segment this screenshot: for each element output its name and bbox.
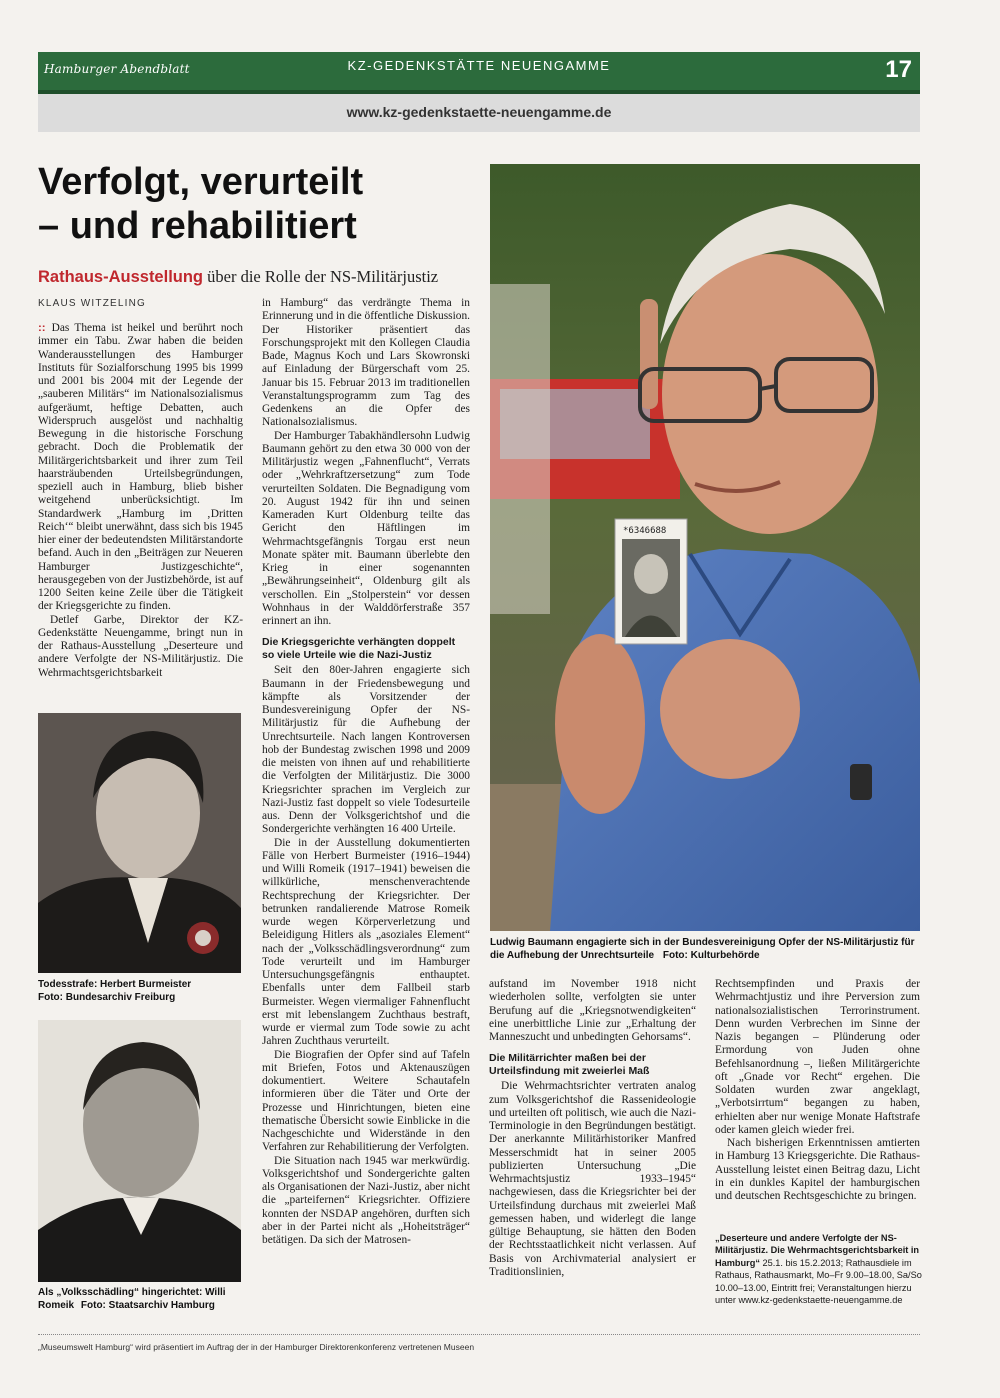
section-title: KZ-GEDENKSTÄTTE NEUENGAMME [347, 58, 611, 73]
burmeister-portrait [38, 713, 241, 973]
headline-line-2: – und rehabilitiert [38, 205, 357, 247]
photo-credit: Foto: Bundesarchiv Freiburg [38, 992, 176, 1003]
caption-text: Als „Volksschädling“ hingerichtet: Willi Romeik [38, 1287, 226, 1311]
footer-note: „Museumswelt Hamburg“ wird präsentiert im Auftrag der in der Hamburger Direktorenkonferenz vertretenen Museen [38, 1342, 475, 1352]
paragraph: Die Situation nach 1945 war merkwürdig. Volksgerichtshof und Sondergerichte galten als Organisationen der Nazi-Justiz, aber nicht die „parteifernen“ Kriegsrichter. Offiziere konnten der NSDAP angehören, durften sich aber in der Partei nicht als „Hoheitsträger“ betätigen. Da sich der Matrosen- [262, 1154, 470, 1246]
article-column-1 [38, 322, 243, 680]
article-start-marker: :: [38, 322, 46, 334]
footer-divider [38, 1334, 920, 1335]
article-column-4 [715, 978, 920, 1203]
paragraph: Die Biografien der Opfer sind auf Tafeln mit Briefen, Fotos und Aktenauszügen dokumentiert. Weitere Schautafeln informieren über die Täter und Orte der Prozesse und Hinrichtungen, bieten eine thematische Übersicht sowie Einblicke in die Nachgeschichte und Widerstände in den Verfahren zur Rehabilitierung der Verfolgten. [262, 1048, 470, 1154]
photo-credit: Foto: Staatsarchiv Hamburg [80, 1300, 215, 1311]
subhead-rest: über die Rolle der NS-Militärjustiz [203, 267, 439, 286]
paragraph: in Hamburg“ das verdrängte Thema in Erinnerung und in die öffentliche Diskussion. Der Historiker präsentiert das Forschungsprojekt mit den Kollegen Claudia Bade, Magnus Koch und Lars Skowronski auf Einladung der Bürgerschaft vom 25. Januar bis 15. Februar 2013 im traditionellen Veranstaltungsprogramm zum Tag des Gedenkens an die Opfer des Nationalsozialismus. [262, 297, 470, 429]
paragraph: Seit den 80er-Jahren engagierte sich Baumann in der Friedensbewegung und kämpfte als Vorsitzender der Bundesvereinigung Opfer der NS-Militärjustiz für die Aufhebung der Unrechtsurteile. Nach langen Kontroversen hob der Bundestag zwischen 1998 und 2009 die meisten von ihnen auf und rehabilitierte die Verfolgten der Militärjustiz. Die 3000 Kriegsrichter sprachen im Vergleich zur Nazi-Justiz fast doppelt so viele Todesurteile aus. Denn der Volksgerichtshof und die Sondergerichte verhängten 16 400 Urteile. [262, 664, 470, 836]
url-bar [38, 94, 920, 132]
caption-text: Todesstrafe: Herbert Burmeister [38, 979, 192, 990]
paragraph: Rechtsempfinden und Praxis der Wehrmachtjustiz und ihre Perversion zum nationalsozialistischen Terrorinstrument. Denn wurden Verbrechen im Sinne der Nazis begangen – Plünderung oder Ermordung von Juden ohne Befehlsanordnung –, ließen Militärgerichte oft „Gnade vor Recht“ ergehen. Die Soldaten wurden zwar angeklagt, „Verbotsirrtum“ begangen zu haben, erhielten aber nur wenige Monate Haftstrafe oder kamen gleich wieder frei. [715, 978, 920, 1136]
page-number: 17 [885, 56, 912, 83]
photo-herbert-burmeister [38, 713, 241, 973]
website-link[interactable]: www.kz-gedenkstaette-neuengamme.de [346, 104, 612, 120]
photo-credit: Foto: Kulturbehörde [662, 950, 760, 961]
article-column-3 [489, 978, 696, 1279]
romeik-caption [38, 1286, 248, 1312]
author-byline: KLAUS WITZELING [38, 298, 147, 309]
burmeister-caption [38, 978, 248, 1004]
photo-willi-romeik [38, 1020, 241, 1282]
intertitle: Die Kriegsgerichte verhängten doppelt so viele Urteile wie die Nazi-Justiz [262, 636, 456, 661]
intertitle: Die Militärrichter maßen bei der Urteilsfindung mit zweierlei Maß [489, 1052, 650, 1077]
paragraph: Nach bisherigen Erkenntnissen amtierten in Hamburg 13 Kriegsgerichte. Die Rathaus-Ausstellung leistet einen Beitrag dazu, Licht in ein dunkles Kapitel der hamburgischen und deutschen Rechtsgeschichte zu bringen. [715, 1137, 920, 1202]
headline-line-1: Verfolgt, verurteilt [38, 161, 364, 203]
section-header-bar [38, 52, 920, 94]
romeik-portrait [38, 1020, 241, 1282]
headline [38, 160, 478, 248]
paragraph: Die in der Ausstellung dokumentierten Fälle von Herbert Burmeister (1916–1944) und Willi Romeik (1917–1941) beweisen die willkürliche, menschenverachtende Rechtsprechung der Kriegsrichter. Der betrunken randalierende Matrose Romeik wurde wegen Körperverletzung und Beleidigung Hitlers als „asoziales Element“ nach der „Volksschädlingsverordnung“ zum Tode verurteilt und im Hamburger Untersuchungsgefängnis enthauptet. Ebenfalls unter dem Fallbeil starb Burmeister. Wegen viermaliger Fahnenflucht erst mit lebenslangem Zuchthaus bestraft, wurde er viermal zum Tode sowie zu acht Jahren Zuchthaus verurteilt. [262, 836, 470, 1048]
info-details: 25.1. bis 15.2.2013; Rathausdiele im Rathaus, Rathausmarkt, Mo–Fr 9.00–18.00, Sa/So 10.00–13.00, Eintritt frei; Veranstaltungen hierzu unter www.kz-gedenkstaette-neuengamme.de [715, 1257, 922, 1306]
paragraph: Die Wehrmachtsrichter vertraten analog zum Volksgerichtshof die Rassenideologie und urteilten oft politisch, wie auch die Nazi-Terminologie in den Begründungen bestätigt. Der anerkannte Militärhistoriker Manfred Messerschmidt hat in seiner 2005 publizierten Untersuchung „Die Wehrmachtsjustiz 1933–1945“ nachgewiesen, dass die Kriegsrichter bei der Urteilsfindung durchaus mit zweierlei Maß gemessen haben, und widerlegt die lange gültige Behauptung, sie hätten den Boden der Rechtsstaatlichkeit nicht verlassen. Auf Basis von Archivmaterial analysiert er Traditionslinien, [489, 1080, 696, 1278]
exhibition-info-box [715, 1232, 925, 1306]
portrait-illustration [490, 164, 920, 931]
info-title: „Deserteure und andere Verfolgte der NS-Militärjustiz. Die Wehrmachtsgerichtsbarkeit in Hamburg“ [715, 1233, 920, 1268]
caption-text: Ludwig Baumann engagierte sich in der Bundesvereinigung Opfer der NS-Militärjustiz für die Aufhebung der Unrechtsurteile [490, 937, 915, 961]
paragraph: Detlef Garbe, Direktor der KZ-Gedenkstätte Neuengamme, bringt nun in der Rathaus-Ausstellung „Deserteure und andere Verfolgte der NS-Militärjustiz. Die Wehrmachtsgerichtsbarkeit [38, 613, 243, 679]
paragraph: Der Hamburger Tabakhändlersohn Ludwig Baumann gehört zu den etwa 30 000 von der Militärjustiz wegen „Fahnenflucht“, Verrats oder „Wehrkraftzersetzung“ zum Tode verurteilten Soldaten. Die Begnadigung vom 20. August 1942 für ihn und seinen Kameraden Kurt Oldenburg teilte das Gericht den Häftlingen im Wehrmachtsgefängnis Torgau erst neun Monate später mit. Baumann überlebte den Krieg in einer sogenannten „Bewährungseinheit“, Oldenburg gilt als verschollen. Ein „Stolperstein“ vor dessen Wohnhaus in der Walddörferstraße 357 erinnert an ihn. [262, 429, 470, 627]
subhead-accent: Rathaus-Ausstellung [38, 268, 204, 286]
masthead-logo: Hamburger Abendblatt [44, 62, 190, 76]
held-photo-number: *6346688 [623, 526, 667, 536]
paragraph: :: Das Thema ist heikel und berührt noch immer ein Tabu. Zwar haben die beiden Wanderausstellungen des Hamburger Instituts für Sozialforschung 1995 bis 1999 und 2001 bis 2004 mit der Legende der „sauberen Militärs“ im Nationalsozialismus aufgeräumt, heftige Debatten, auch Widerspruch ausgelöst und nachhaltig Bewegung in die historische Forschung gebracht. Doch die Problematik der Militärgerichtsbarkeit und ihrer zum Teil haarsträubenden Urteilsbegründungen, speziell auch in Hamburg, blieb bisher weitgehend unberücksichtigt. Im Standardwerk „Hamburg im ‚Dritten Reich‘“ bleibt unerwähnt, dass sich bis 1945 hier einer der bedeutendsten Militärstandorte befand. Auch in den „Beiträgen zur Neueren Hamburger Justizgeschichte“, herausgegeben von der Justizbehörde, ist auf 1200 Seiten keine Zeile über die Tätigkeit der Kriegsgerichte zu finden. [38, 322, 243, 613]
main-photo-caption [490, 936, 920, 962]
main-photo-ludwig-baumann [490, 164, 920, 931]
article-column-2 [262, 297, 470, 1247]
subheadline [38, 267, 488, 287]
paragraph: aufstand im November 1918 nicht wiederholen sollte, verfolgten sie unter Berufung auf die „Kriegsnotwendigkeiten“ eine unerbittliche Linie zur „Erhaltung der Manneszucht und unbedingten Gehorsams“. [489, 978, 696, 1043]
